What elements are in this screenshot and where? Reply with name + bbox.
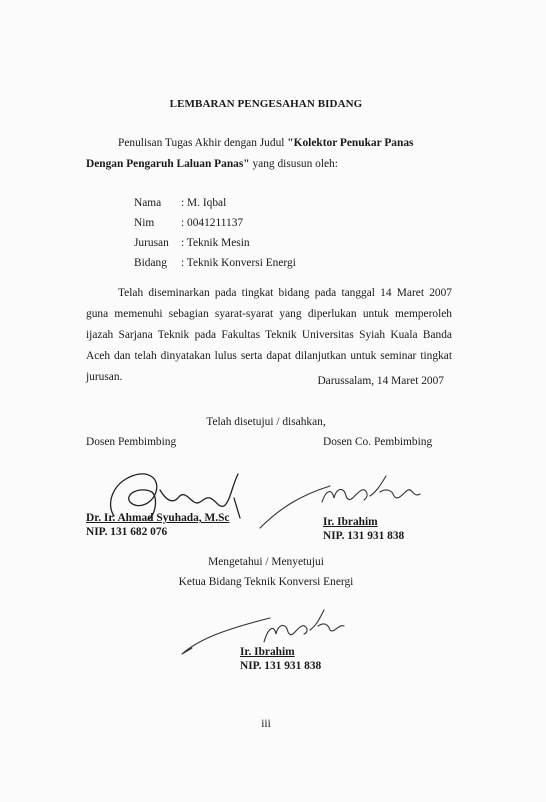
head-nip: NIP. 131 931 838 <box>240 660 322 672</box>
identity-block <box>134 193 296 273</box>
identity-label: Jurusan <box>134 237 169 249</box>
identity-table <box>134 193 296 273</box>
co-supervisor-nip: NIP. 131 931 838 <box>323 530 405 542</box>
co-supervisor-role: Dosen Co. Pembimbing <box>323 436 433 448</box>
identity-value: : Teknik Konversi Energi <box>181 257 296 269</box>
identity-row <box>134 193 296 213</box>
intro-tail: yang disusun oleh: <box>249 158 338 170</box>
approval-line: Telah disetujui / disahkan, <box>206 416 326 428</box>
identity-label: Nim <box>134 217 155 229</box>
identity-value: : M. Iqbal <box>181 197 227 209</box>
page-number: iii <box>261 718 271 730</box>
identity-row <box>134 213 296 233</box>
supervisor-nip: NIP. 131 682 076 <box>86 526 168 538</box>
co-supervisor-name: Ir. Ibrahim <box>323 516 378 528</box>
supervisor-role: Dosen Pembimbing <box>86 436 177 448</box>
identity-row <box>134 233 296 253</box>
supervisor-name: Dr. Ir. Ahmad Syuhada, M.Sc <box>86 512 230 524</box>
statement-paragraph: Telah diseminarkan pada tingkat bidang pada tanggal 14 Maret 2007 guna memenuhi sebagian syarat-syarat yang diperlukan untuk memperoleh ijazah Sarjana Teknik pada Fakultas Teknik Universitas Syiah Kuala Banda Aceh dan telah dinyatakan lulus serta dapat dilanjutkan untuk seminar tingkat jurusan. <box>86 287 452 383</box>
acknowledgement-line: Mengetahui / Menyetujui <box>208 556 324 568</box>
intro-paragraph <box>86 133 452 175</box>
thesis-title: "Kolektor Penukar Panas Dengan Pengaruh Laluan Panas" <box>86 137 414 170</box>
identity-label: Nama <box>134 197 162 209</box>
identity-label: Bidang <box>134 257 167 269</box>
intro-lead: Penulisan Tugas Akhir dengan Judul <box>118 137 288 149</box>
place-date: Darussalam, 14 Maret 2007 <box>317 375 444 387</box>
head-name: Ir. Ibrahim <box>240 646 295 658</box>
identity-row <box>134 253 296 273</box>
page-title: LEMBARAN PENGESAHAN BIDANG <box>169 98 363 110</box>
identity-value: : 0041211137 <box>181 217 244 229</box>
head-role: Ketua Bidang Teknik Konversi Energi <box>178 576 354 588</box>
identity-value: : Teknik Mesin <box>181 237 250 249</box>
